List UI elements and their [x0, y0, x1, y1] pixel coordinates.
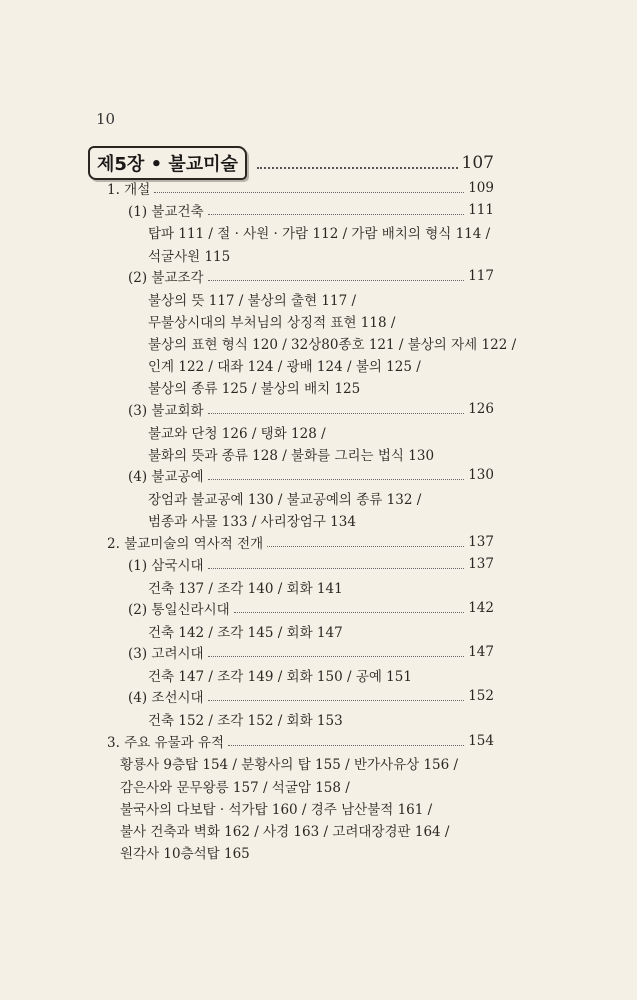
page-number: 10: [96, 110, 116, 128]
toc-page: 111: [468, 202, 494, 218]
dot-leader: [257, 167, 458, 169]
toc-page: 142: [468, 600, 494, 616]
toc-page: 154: [468, 733, 494, 749]
toc-subsection: [128, 200, 494, 220]
toc-text: 3. 주요 유물과 유적: [107, 735, 225, 751]
dot-leader: [228, 745, 464, 746]
toc-subsection: [128, 399, 494, 419]
dot-leader: [234, 612, 465, 613]
toc-text: (2) 통일신라시대: [128, 602, 230, 618]
dot-leader: [154, 192, 464, 193]
toc-subsection: [128, 266, 494, 286]
toc-subsection: [128, 554, 494, 574]
toc-subsection: [128, 642, 494, 662]
toc-entry: 건축 147 / 조각 149 / 회화 150 / 공예 151: [148, 669, 412, 685]
toc-subsection: [128, 598, 494, 618]
toc-page: 137: [468, 534, 494, 550]
dot-leader: [208, 280, 465, 281]
toc-entry: 건축 152 / 조각 152 / 회화 153: [148, 713, 343, 729]
toc-text: 2. 불교미술의 역사적 전개: [107, 536, 264, 552]
dot-leader: [208, 214, 465, 215]
toc-text: (4) 조선시대: [128, 690, 204, 706]
toc-page: 137: [468, 556, 494, 572]
dot-leader: [267, 546, 464, 547]
dot-leader: [208, 700, 465, 701]
toc-entry: 불국사의 다보탑 · 석가탑 160 / 경주 남산불적 161 /: [120, 802, 433, 818]
toc-entry: 건축 137 / 조각 140 / 회화 141: [148, 581, 343, 597]
toc-entry: 탑파 111 / 절 · 사원 · 가람 112 / 가람 배치의 형식 114 /: [148, 226, 491, 242]
toc-entry: 무불상시대의 부처님의 상징적 표현 118 /: [148, 315, 396, 331]
toc-section-2: [107, 532, 494, 552]
chapter-page: 107: [461, 153, 494, 173]
toc-page: 126: [468, 401, 494, 417]
toc-entry: 감은사와 문무왕릉 157 / 석굴암 158 /: [120, 780, 350, 796]
toc-text: 1. 개설: [107, 182, 151, 198]
toc-subsection: [128, 686, 494, 706]
toc-section-1: [107, 178, 494, 198]
toc-entry: 범종과 사물 133 / 사리장엄구 134: [148, 514, 356, 530]
toc-entry: 불교와 단청 126 / 탱화 128 /: [148, 426, 326, 442]
toc-entry: 건축 142 / 조각 145 / 회화 147: [148, 625, 343, 641]
toc-text: (2) 불교조각: [128, 270, 204, 286]
toc-entry: 원각사 10층석탑 165: [120, 846, 250, 862]
toc-page: 130: [468, 467, 494, 483]
toc-text: (4) 불교공예: [128, 469, 204, 485]
dot-leader: [208, 479, 465, 480]
chapter-title: 제5장 • 불교미술: [88, 146, 247, 180]
toc-page: 109: [468, 180, 494, 196]
toc-page: 152: [468, 688, 494, 704]
toc-text: (3) 불교회화: [128, 403, 204, 419]
toc-entry: 불사 건축과 벽화 162 / 사경 163 / 고려대장경판 164 /: [120, 824, 450, 840]
toc-section-3: [107, 731, 494, 751]
toc-page: 147: [468, 644, 494, 660]
dot-leader: [208, 568, 465, 569]
toc-entry: 불화의 뜻과 종류 128 / 불화를 그리는 법식 130: [148, 448, 435, 464]
toc-subsection: [128, 465, 494, 485]
toc-entry: 황룡사 9층탑 154 / 분황사의 탑 155 / 반가사유상 156 /: [120, 757, 459, 773]
toc-text: (3) 고려시대: [128, 646, 204, 662]
toc-entry: 장엄과 불교공예 130 / 불교공예의 종류 132 /: [148, 492, 422, 508]
toc-text: (1) 삼국시대: [128, 558, 204, 574]
toc-entry: 불상의 종류 125 / 불상의 배치 125: [148, 381, 361, 397]
toc-entry: 석굴사원 115: [148, 249, 231, 265]
toc-entry: 인계 122 / 대좌 124 / 광배 124 / 불의 125 /: [148, 359, 421, 375]
toc-text: (1) 불교건축: [128, 204, 204, 220]
toc-entry: 불상의 표현 형식 120 / 32상80종호 121 / 불상의 자세 122 /: [148, 337, 517, 353]
toc-page: 117: [468, 268, 494, 284]
dot-leader: [208, 413, 465, 414]
dot-leader: [208, 656, 465, 657]
toc-entry: 불상의 뜻 117 / 불상의 출현 117 /: [148, 293, 357, 309]
chapter-heading: [88, 146, 494, 180]
